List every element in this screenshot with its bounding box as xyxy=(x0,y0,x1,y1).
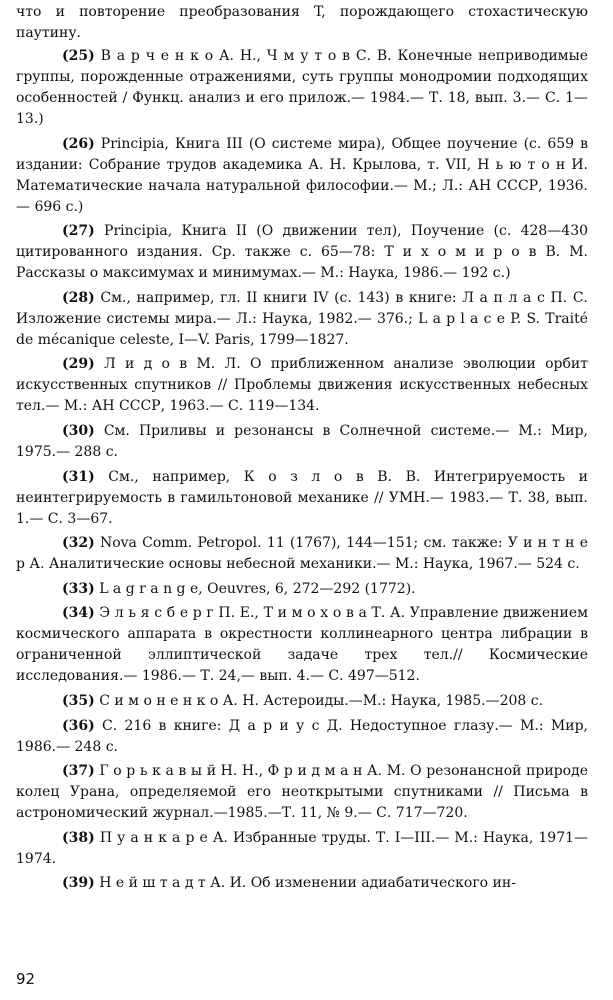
reference-item xyxy=(16,221,588,284)
reference-text: Н е й ш т а д т А. И. Об изменении адиабатического ин- xyxy=(99,875,516,892)
reference-number: (32) xyxy=(62,535,95,552)
reference-number: (25) xyxy=(62,48,95,64)
reference-text: Nova Comm. Petropol. 11 (1767), 144—151; см. также: У и н т н е р А. Аналитические основы небесной механики.— М.: Наука, 1967.— 524 с. xyxy=(16,535,588,573)
reference-item xyxy=(16,421,588,463)
reference-number: (35) xyxy=(62,692,95,709)
page-number: 92 xyxy=(16,970,36,988)
reference-text: См., например, К о з л о в В. В. Интегрируемость и неинтегрируемость в гамильтоновой механике // УМН.— 1983.— Т. 38, вып. 1.— С. 3—67. xyxy=(16,468,588,527)
reference-number: (36) xyxy=(62,717,95,734)
reference-text: С. 216 в книге: Д а р и у с Д. Недоступное глазу.— М.: Мир, 1986.— 248 с. xyxy=(16,717,588,755)
reference-text: Л и д о в М. Л. О приближенном анализе эволюции орбит искусственных спутников // Проблемы движения искусственных небесных тел.— М.: АН СССР, 1963.— С. 119—134. xyxy=(16,356,588,415)
reference-number: (29) xyxy=(62,356,95,373)
reference-item xyxy=(16,533,588,575)
reference-text: В а р ч е н к о А. Н., Ч м у т о в С. В. Конечные неприводимые группы, порожденные отражениями, суть группы монодромии подходящих особенностей / Функц. анализ и его прилож.— 1984.— Т. 18, вып. 3.— С. 1—13.) xyxy=(16,48,588,127)
reference-number: (26) xyxy=(62,135,95,152)
reference-item xyxy=(16,828,588,870)
reference-item xyxy=(16,716,588,758)
reference-text: Principia, Книга II (О движении тел), Поучение (с. 428—430 цитированного издания. Ср. также с. 65—78: Т и х о м и р о в В. М. Рассказы о максимумах и минимумах.— М.: Наука, 1986.— 192 с.) xyxy=(16,223,589,282)
reference-item xyxy=(16,603,588,687)
reference-number: (27) xyxy=(62,223,95,240)
reference-text: См. Приливы и резонансы в Солнечной системе.— М.: Мир, 1975.— 288 с. xyxy=(16,422,588,460)
reference-text: Г о р ь к а в ы й Н. Н., Ф р и д м а н А. М. О резонансной природе колец Урана, определяемой его неоткрытыми спутниками // Письма в астрономический журнал.—1985.—Т. 11, № 9.— С. 717—720. xyxy=(16,763,589,822)
reference-list xyxy=(16,46,588,898)
reference-item xyxy=(16,46,588,130)
reference-item xyxy=(16,467,588,530)
reference-number: (39) xyxy=(62,875,95,892)
reference-number: (33) xyxy=(62,580,95,597)
reference-item xyxy=(16,354,588,417)
reference-item xyxy=(16,691,588,712)
reference-text: Principia, Книга III (О системе мира), Общее поучение (с. 659 в издании: Собрание трудов академика А. Н. Крылова, т. VII, Н ь ю т о н И. Математические начала натуральной философии.— М.; Л.: АН СССР, 1936.— 696 с.) xyxy=(16,135,588,215)
reference-number: (34) xyxy=(62,605,95,622)
reference-text: См., например, гл. II книги IV (с. 143) в книге: Л а п л а с П. С. Изложение системы мира.— Л.: Наука, 1982.— 376.; L a p l a c e P. S. Traité de mécanique celeste, I—V. Paris, 1799—1827. xyxy=(16,289,588,348)
intro-text: что и повторение преобразования T, порождающего стохастическую паутину. xyxy=(16,4,588,41)
reference-text: Э л ь я с б е р г П. Е., Т и м о х о в а Т. А. Управление движением космического аппарата в окрестности коллинеарного центра либрации в ограниченной эллиптической задаче трех тел.// Космические исследования.— 1986.— Т. 24,— вып. 4.— С. 497—512. xyxy=(16,605,589,685)
reference-number: (28) xyxy=(62,289,95,306)
reference-number: (31) xyxy=(62,468,95,485)
reference-item xyxy=(16,579,588,600)
reference-text: С и м о н е н к о А. Н. Астероиды.—М.: Наука, 1985.—208 с. xyxy=(99,692,544,709)
reference-number: (30) xyxy=(62,422,95,439)
reference-item xyxy=(16,288,588,351)
reference-item xyxy=(16,761,588,824)
reference-text: L a g r a n g e, Oeuvres, 6, 272—292 (1772). xyxy=(99,580,416,597)
reference-number: (37) xyxy=(62,763,95,780)
reference-item xyxy=(16,873,588,894)
reference-text: П у а н к а р е А. Избранные труды. Т. I—III.— М.: Наука, 1971—1974. xyxy=(16,829,589,867)
reference-item xyxy=(16,134,588,218)
reference-number: (38) xyxy=(62,829,95,846)
